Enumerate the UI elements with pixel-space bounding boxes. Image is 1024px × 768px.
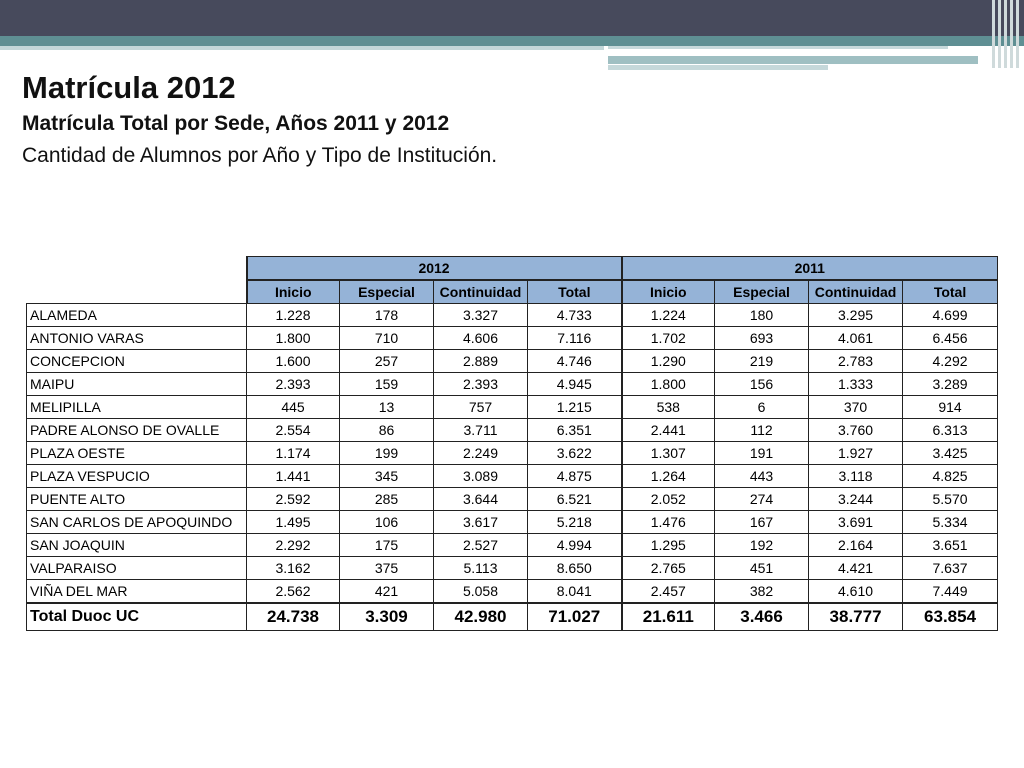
table-cell: 2.457 xyxy=(622,580,715,604)
table-cell: 1.476 xyxy=(622,511,715,534)
table-row xyxy=(27,580,998,604)
table-cell: 443 xyxy=(715,465,809,488)
table-row xyxy=(27,350,998,373)
table-cell: 4.421 xyxy=(809,557,903,580)
table-cell: 7.637 xyxy=(903,557,998,580)
total-row xyxy=(27,603,998,631)
table-cell: 178 xyxy=(340,304,434,327)
table-cell: 167 xyxy=(715,511,809,534)
table-cell: 175 xyxy=(340,534,434,557)
table-cell: 4.699 xyxy=(903,304,998,327)
table-cell: 710 xyxy=(340,327,434,350)
table-row xyxy=(27,373,998,396)
total-label: Total Duoc UC xyxy=(27,603,247,631)
table-cell: 3.327 xyxy=(434,304,528,327)
table-cell: 2.765 xyxy=(622,557,715,580)
table-cell: 8.041 xyxy=(528,580,622,604)
table-cell: 757 xyxy=(434,396,528,419)
table-cell: 2.889 xyxy=(434,350,528,373)
table-cell: 4.875 xyxy=(528,465,622,488)
table-cell: 5.058 xyxy=(434,580,528,604)
table-cell: 1.702 xyxy=(622,327,715,350)
table-cell: 13 xyxy=(340,396,434,419)
table-cell: 445 xyxy=(247,396,340,419)
column-header-row xyxy=(27,280,998,304)
table-cell: 5.334 xyxy=(903,511,998,534)
total-cell: 3.309 xyxy=(340,603,434,631)
sede-name: VALPARAISO xyxy=(27,557,247,580)
table-cell: 5.218 xyxy=(528,511,622,534)
table-cell: 2.527 xyxy=(434,534,528,557)
table-cell: 1.307 xyxy=(622,442,715,465)
table-cell: 285 xyxy=(340,488,434,511)
total-cell: 3.466 xyxy=(715,603,809,631)
table-cell: 2.393 xyxy=(434,373,528,396)
table-cell: 370 xyxy=(809,396,903,419)
table-cell: 219 xyxy=(715,350,809,373)
table-cell: 5.570 xyxy=(903,488,998,511)
table-cell: 3.651 xyxy=(903,534,998,557)
table-cell: 375 xyxy=(340,557,434,580)
table-cell: 156 xyxy=(715,373,809,396)
table-cell: 6.313 xyxy=(903,419,998,442)
total-cell: 38.777 xyxy=(809,603,903,631)
table-cell: 4.606 xyxy=(434,327,528,350)
total-cell: 24.738 xyxy=(247,603,340,631)
table-cell: 3.162 xyxy=(247,557,340,580)
sede-name: ANTONIO VARAS xyxy=(27,327,247,350)
col-header: Especial xyxy=(715,280,809,304)
table-cell: 3.118 xyxy=(809,465,903,488)
table-cell: 180 xyxy=(715,304,809,327)
sede-name: PADRE ALONSO DE OVALLE xyxy=(27,419,247,442)
table-cell: 4.061 xyxy=(809,327,903,350)
table-cell: 2.292 xyxy=(247,534,340,557)
year-header-2012: 2012 xyxy=(247,257,622,281)
col-header: Inicio xyxy=(622,280,715,304)
table-cell: 7.116 xyxy=(528,327,622,350)
table-row xyxy=(27,304,998,327)
table-cell: 1.174 xyxy=(247,442,340,465)
slide-subtitle: Matrícula Total por Sede, Años 2011 y 2012 xyxy=(22,112,450,135)
table-cell: 2.249 xyxy=(434,442,528,465)
table-cell: 4.994 xyxy=(528,534,622,557)
table-cell: 2.592 xyxy=(247,488,340,511)
table-cell: 693 xyxy=(715,327,809,350)
col-header: Inicio xyxy=(247,280,340,304)
table-cell: 6.351 xyxy=(528,419,622,442)
table-cell: 2.554 xyxy=(247,419,340,442)
table-row xyxy=(27,465,998,488)
total-cell: 21.611 xyxy=(622,603,715,631)
table-cell: 6 xyxy=(715,396,809,419)
table-cell: 1.333 xyxy=(809,373,903,396)
table-cell: 2.393 xyxy=(247,373,340,396)
table-cell: 3.691 xyxy=(809,511,903,534)
table-cell: 1.295 xyxy=(622,534,715,557)
table-cell: 8.650 xyxy=(528,557,622,580)
table-cell: 4.292 xyxy=(903,350,998,373)
table-cell: 191 xyxy=(715,442,809,465)
table-cell: 1.215 xyxy=(528,396,622,419)
table-cell: 274 xyxy=(715,488,809,511)
table-row xyxy=(27,327,998,350)
top-accent-band xyxy=(0,36,1024,46)
table-cell: 1.600 xyxy=(247,350,340,373)
decor-bar-short xyxy=(608,65,828,70)
sede-name: PUENTE ALTO xyxy=(27,488,247,511)
table-cell: 3.622 xyxy=(528,442,622,465)
table-cell: 1.495 xyxy=(247,511,340,534)
year-header-2011: 2011 xyxy=(622,257,998,281)
table-cell: 1.800 xyxy=(622,373,715,396)
header-blank xyxy=(27,280,247,304)
table-cell: 3.644 xyxy=(434,488,528,511)
table-cell: 1.224 xyxy=(622,304,715,327)
table-row xyxy=(27,534,998,557)
table-cell: 159 xyxy=(340,373,434,396)
table-cell: 3.760 xyxy=(809,419,903,442)
sede-name: SAN CARLOS DE APOQUINDO xyxy=(27,511,247,534)
table-cell: 914 xyxy=(903,396,998,419)
table-cell: 382 xyxy=(715,580,809,604)
table-cell: 4.733 xyxy=(528,304,622,327)
sede-name: VIÑA DEL MAR xyxy=(27,580,247,604)
table-body xyxy=(27,304,998,604)
table-cell: 2.783 xyxy=(809,350,903,373)
sede-name: CONCEPCION xyxy=(27,350,247,373)
table-cell: 5.113 xyxy=(434,557,528,580)
table-cell: 1.290 xyxy=(622,350,715,373)
col-header: Total xyxy=(528,280,622,304)
sede-name: MELIPILLA xyxy=(27,396,247,419)
top-dark-band xyxy=(0,0,1024,36)
table-cell: 3.089 xyxy=(434,465,528,488)
table-cell: 2.052 xyxy=(622,488,715,511)
table-cell: 6.456 xyxy=(903,327,998,350)
decor-stripes xyxy=(990,0,1024,68)
year-header-row xyxy=(27,257,998,281)
table-cell: 106 xyxy=(340,511,434,534)
table-cell: 538 xyxy=(622,396,715,419)
top-light-band xyxy=(0,46,604,50)
table-cell: 112 xyxy=(715,419,809,442)
table-cell: 3.289 xyxy=(903,373,998,396)
table-cell: 257 xyxy=(340,350,434,373)
sede-name: PLAZA OESTE xyxy=(27,442,247,465)
table-cell: 2.164 xyxy=(809,534,903,557)
table-row xyxy=(27,557,998,580)
total-cell: 71.027 xyxy=(528,603,622,631)
table-cell: 86 xyxy=(340,419,434,442)
table-cell: 4.825 xyxy=(903,465,998,488)
sede-name: MAIPU xyxy=(27,373,247,396)
col-header: Total xyxy=(903,280,998,304)
decor-line xyxy=(608,46,948,49)
table-cell: 4.945 xyxy=(528,373,622,396)
table-cell: 345 xyxy=(340,465,434,488)
table-cell: 3.295 xyxy=(809,304,903,327)
header-blank xyxy=(27,257,247,281)
sede-name: ALAMEDA xyxy=(27,304,247,327)
table-cell: 4.610 xyxy=(809,580,903,604)
table-cell: 192 xyxy=(715,534,809,557)
table-row xyxy=(27,511,998,534)
total-cell: 42.980 xyxy=(434,603,528,631)
table-cell: 1.441 xyxy=(247,465,340,488)
table-cell: 2.441 xyxy=(622,419,715,442)
total-cell: 63.854 xyxy=(903,603,998,631)
table-row xyxy=(27,488,998,511)
col-header: Continuidad xyxy=(809,280,903,304)
table-cell: 1.228 xyxy=(247,304,340,327)
sede-name: PLAZA VESPUCIO xyxy=(27,465,247,488)
slide-title: Matrícula 2012 xyxy=(22,70,236,105)
col-header: Especial xyxy=(340,280,434,304)
table-cell: 7.449 xyxy=(903,580,998,604)
table-cell: 1.800 xyxy=(247,327,340,350)
table-cell: 4.746 xyxy=(528,350,622,373)
table-cell: 1.927 xyxy=(809,442,903,465)
slide-description: Cantidad de Alumnos por Año y Tipo de Institución. xyxy=(22,144,498,167)
table-cell: 451 xyxy=(715,557,809,580)
enrollment-table xyxy=(26,256,998,631)
col-header: Continuidad xyxy=(434,280,528,304)
table-cell: 421 xyxy=(340,580,434,604)
sede-name: SAN JOAQUIN xyxy=(27,534,247,557)
table-cell: 3.617 xyxy=(434,511,528,534)
table-cell: 3.244 xyxy=(809,488,903,511)
table-row xyxy=(27,396,998,419)
table-cell: 3.711 xyxy=(434,419,528,442)
decor-bar xyxy=(608,56,978,64)
table-cell: 6.521 xyxy=(528,488,622,511)
table-cell: 1.264 xyxy=(622,465,715,488)
table-row xyxy=(27,419,998,442)
table-row xyxy=(27,442,998,465)
table-cell: 199 xyxy=(340,442,434,465)
table-cell: 3.425 xyxy=(903,442,998,465)
table-cell: 2.562 xyxy=(247,580,340,604)
